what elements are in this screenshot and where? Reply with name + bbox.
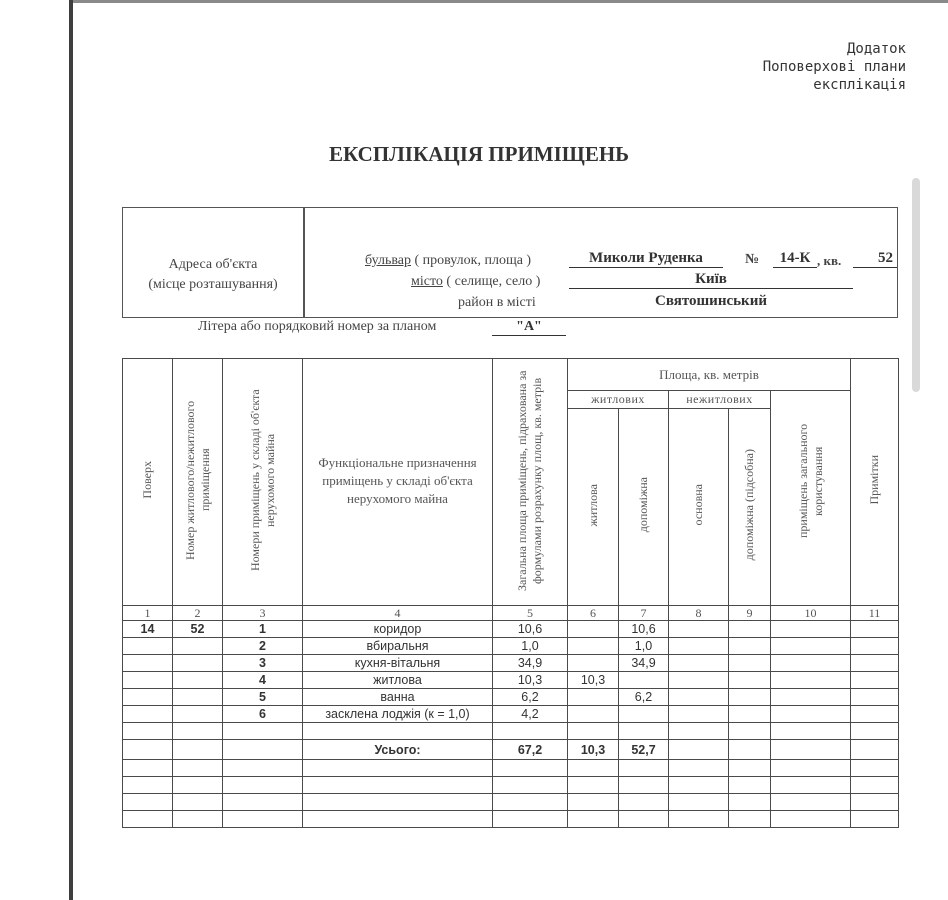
cell-unit bbox=[173, 706, 223, 723]
address-label-line-1: Адреса об'єкта bbox=[168, 257, 258, 272]
cell-living bbox=[568, 638, 619, 655]
cell-floor bbox=[123, 655, 173, 672]
cell-empty bbox=[223, 723, 303, 740]
cell-common bbox=[771, 638, 851, 655]
settlement-type-selected: місто bbox=[411, 274, 443, 289]
cell-auxiliary: 10,6 bbox=[619, 621, 669, 638]
cell-room: 4 bbox=[223, 672, 303, 689]
cell-empty bbox=[851, 794, 899, 811]
address-label bbox=[123, 255, 303, 295]
cell-empty bbox=[303, 811, 493, 828]
table-row bbox=[123, 638, 899, 655]
cell-empty bbox=[223, 760, 303, 777]
street-type-label bbox=[365, 253, 531, 269]
building-number-field: 14-К bbox=[773, 250, 817, 268]
header-area-group: Площа, кв. метрів bbox=[568, 359, 851, 391]
district-label: район в місті bbox=[458, 295, 536, 310]
cell-empty bbox=[123, 794, 173, 811]
table-row-empty bbox=[123, 723, 899, 740]
cell-aux-service bbox=[729, 655, 771, 672]
header-common-use: приміщень загального користування bbox=[771, 391, 851, 606]
cell-common bbox=[771, 689, 851, 706]
total-label: Усього: bbox=[303, 740, 493, 760]
table-row bbox=[123, 689, 899, 706]
cell-empty bbox=[173, 740, 223, 760]
cell-unit bbox=[173, 672, 223, 689]
cell-empty bbox=[223, 740, 303, 760]
cell-empty bbox=[123, 723, 173, 740]
cell-empty bbox=[669, 740, 729, 760]
cell-main bbox=[669, 655, 729, 672]
address-divider bbox=[303, 208, 305, 317]
table-row-empty bbox=[123, 760, 899, 777]
cell-room: 3 bbox=[223, 655, 303, 672]
district-field: Святошинський bbox=[655, 293, 767, 309]
cell-floor bbox=[123, 638, 173, 655]
col-num: 7 bbox=[619, 606, 669, 621]
table-row-empty bbox=[123, 811, 899, 828]
cell-empty bbox=[669, 777, 729, 794]
col-num: 1 bbox=[123, 606, 173, 621]
cell-notes bbox=[851, 689, 899, 706]
cell-function: засклена лоджія (к = 1,0) bbox=[303, 706, 493, 723]
column-number-row bbox=[123, 606, 899, 621]
cell-empty bbox=[568, 811, 619, 828]
table-row bbox=[123, 621, 899, 638]
cell-empty bbox=[123, 740, 173, 760]
header-notes: Примітки bbox=[851, 359, 899, 606]
cell-main bbox=[669, 689, 729, 706]
address-box bbox=[122, 207, 898, 318]
cell-empty bbox=[619, 777, 669, 794]
appendix-note bbox=[763, 40, 906, 94]
col-num: 11 bbox=[851, 606, 899, 621]
cell-auxiliary: 6,2 bbox=[619, 689, 669, 706]
total-row bbox=[123, 740, 899, 760]
cell-empty bbox=[173, 760, 223, 777]
cell-floor bbox=[123, 672, 173, 689]
cell-empty bbox=[223, 811, 303, 828]
cell-empty bbox=[729, 811, 771, 828]
cell-main bbox=[669, 672, 729, 689]
col-num: 9 bbox=[729, 606, 771, 621]
litera-label: Літера або порядковий номер за планом bbox=[198, 319, 437, 334]
page-top-edge bbox=[70, 0, 948, 3]
cell-room: 6 bbox=[223, 706, 303, 723]
cell-unit bbox=[173, 655, 223, 672]
appendix-line-3: експлікація bbox=[813, 77, 906, 93]
cell-total: 10,3 bbox=[493, 672, 568, 689]
cell-empty bbox=[729, 723, 771, 740]
cell-total: 10,6 bbox=[493, 621, 568, 638]
header-room-numbers: Номери приміщень у складі об'єкта нерухомого майна bbox=[223, 359, 303, 606]
cell-empty bbox=[771, 723, 851, 740]
header-total-area: Загальна площа приміщень, підрахована за формулами розрахунку площ, кв. метрів bbox=[493, 359, 568, 606]
total-auxiliary-sum: 52,7 bbox=[619, 740, 669, 760]
cell-empty bbox=[729, 794, 771, 811]
cell-room: 1 bbox=[223, 621, 303, 638]
cell-room: 2 bbox=[223, 638, 303, 655]
cell-empty bbox=[851, 760, 899, 777]
apartment-number-field: 52 bbox=[853, 250, 897, 268]
header-living: житлова bbox=[568, 409, 619, 606]
street-name-field: Миколи Руденка bbox=[569, 250, 723, 268]
cell-empty bbox=[619, 794, 669, 811]
cell-common bbox=[771, 672, 851, 689]
cell-empty bbox=[123, 777, 173, 794]
cell-main bbox=[669, 638, 729, 655]
header-floor: Поверх bbox=[123, 359, 173, 606]
header-function: Функціональне призначення приміщень у складі об'єкта нерухомого майна bbox=[303, 359, 493, 606]
cell-floor bbox=[123, 689, 173, 706]
cell-empty bbox=[771, 777, 851, 794]
cell-empty bbox=[771, 794, 851, 811]
cell-empty bbox=[771, 740, 851, 760]
cell-function: коридор bbox=[303, 621, 493, 638]
page-left-edge bbox=[69, 0, 73, 900]
cell-main bbox=[669, 621, 729, 638]
cell-common bbox=[771, 706, 851, 723]
cell-empty bbox=[729, 740, 771, 760]
document-title: ЕКСПЛІКАЦІЯ ПРИМІЩЕНЬ bbox=[328, 142, 630, 166]
cell-empty bbox=[729, 760, 771, 777]
street-type-rest: ( провулок, площа ) bbox=[411, 253, 532, 268]
cell-notes bbox=[851, 706, 899, 723]
cell-empty bbox=[173, 811, 223, 828]
cell-living bbox=[568, 689, 619, 706]
cell-empty bbox=[493, 777, 568, 794]
cell-empty bbox=[173, 723, 223, 740]
col-num: 10 bbox=[771, 606, 851, 621]
cell-empty bbox=[729, 777, 771, 794]
number-sign: № bbox=[745, 252, 760, 267]
cell-empty bbox=[493, 794, 568, 811]
cell-empty bbox=[619, 760, 669, 777]
street-type-selected: бульвар bbox=[365, 253, 411, 268]
cell-empty bbox=[771, 811, 851, 828]
table-row-empty bbox=[123, 777, 899, 794]
cell-total: 34,9 bbox=[493, 655, 568, 672]
col-num: 8 bbox=[669, 606, 729, 621]
table-row-empty bbox=[123, 794, 899, 811]
cell-empty bbox=[493, 760, 568, 777]
col-num: 6 bbox=[568, 606, 619, 621]
cell-empty bbox=[619, 723, 669, 740]
cell-auxiliary bbox=[619, 706, 669, 723]
cell-notes bbox=[851, 638, 899, 655]
cell-empty bbox=[851, 740, 899, 760]
header-nonresidential-group: нежитлових bbox=[669, 391, 771, 409]
cell-unit bbox=[173, 689, 223, 706]
cell-auxiliary: 1,0 bbox=[619, 638, 669, 655]
cell-empty bbox=[771, 760, 851, 777]
cell-empty bbox=[568, 760, 619, 777]
cell-auxiliary bbox=[619, 672, 669, 689]
cell-empty bbox=[303, 723, 493, 740]
table-row bbox=[123, 706, 899, 723]
cell-living bbox=[568, 655, 619, 672]
header-auxiliary-service: допоміжна (підсобна) bbox=[729, 409, 771, 606]
cell-auxiliary: 34,9 bbox=[619, 655, 669, 672]
cell-empty bbox=[568, 794, 619, 811]
header-main: основна bbox=[669, 409, 729, 606]
cell-empty bbox=[669, 794, 729, 811]
cell-floor: 14 bbox=[123, 621, 173, 638]
table-row bbox=[123, 655, 899, 672]
explication-table bbox=[122, 358, 899, 828]
col-num: 3 bbox=[223, 606, 303, 621]
cell-living bbox=[568, 621, 619, 638]
col-num: 2 bbox=[173, 606, 223, 621]
cell-main bbox=[669, 706, 729, 723]
col-num: 5 bbox=[493, 606, 568, 621]
cell-function: кухня-вітальня bbox=[303, 655, 493, 672]
cell-living bbox=[568, 706, 619, 723]
vertical-scrollbar[interactable] bbox=[912, 178, 926, 392]
cell-unit: 52 bbox=[173, 621, 223, 638]
cell-empty bbox=[123, 760, 173, 777]
total-living-sum: 10,3 bbox=[568, 740, 619, 760]
table-row bbox=[123, 672, 899, 689]
cell-empty bbox=[493, 723, 568, 740]
cell-unit bbox=[173, 638, 223, 655]
cell-empty bbox=[303, 794, 493, 811]
cell-function: вбиральня bbox=[303, 638, 493, 655]
cell-empty bbox=[123, 811, 173, 828]
cell-aux-service bbox=[729, 638, 771, 655]
cell-common bbox=[771, 655, 851, 672]
apartment-label: , кв. bbox=[817, 253, 842, 268]
settlement-type-rest: ( селище, село ) bbox=[442, 274, 541, 289]
cell-living: 10,3 bbox=[568, 672, 619, 689]
cell-empty bbox=[493, 811, 568, 828]
cell-empty bbox=[669, 811, 729, 828]
cell-empty bbox=[851, 723, 899, 740]
appendix-line-2: Поповерхові плани bbox=[762, 59, 906, 75]
cell-function: житлова bbox=[303, 672, 493, 689]
litera-value: "А" bbox=[492, 319, 566, 336]
cell-empty bbox=[851, 777, 899, 794]
col-num: 4 bbox=[303, 606, 493, 621]
address-label-line-2: (місце розташування) bbox=[148, 277, 278, 292]
cell-room: 5 bbox=[223, 689, 303, 706]
cell-empty bbox=[669, 760, 729, 777]
cell-empty bbox=[173, 794, 223, 811]
total-area-sum: 67,2 bbox=[493, 740, 568, 760]
cell-notes bbox=[851, 655, 899, 672]
cell-empty bbox=[223, 794, 303, 811]
cell-aux-service bbox=[729, 672, 771, 689]
header-residential-group: житлових bbox=[568, 391, 669, 409]
cell-total: 6,2 bbox=[493, 689, 568, 706]
cell-empty bbox=[619, 811, 669, 828]
cell-empty bbox=[568, 723, 619, 740]
cell-floor bbox=[123, 706, 173, 723]
header-auxiliary: допоміжна bbox=[619, 409, 669, 606]
header-unit-number: Номер житлового/нежитлового приміщення bbox=[173, 359, 223, 606]
cell-empty bbox=[568, 777, 619, 794]
scrollbar-thumb[interactable] bbox=[912, 178, 920, 392]
cell-empty bbox=[851, 811, 899, 828]
city-field: Київ bbox=[569, 271, 853, 289]
cell-total: 1,0 bbox=[493, 638, 568, 655]
cell-function: ванна bbox=[303, 689, 493, 706]
cell-aux-service bbox=[729, 706, 771, 723]
cell-empty bbox=[669, 723, 729, 740]
cell-empty bbox=[173, 777, 223, 794]
cell-total: 4,2 bbox=[493, 706, 568, 723]
cell-empty bbox=[303, 777, 493, 794]
cell-common bbox=[771, 621, 851, 638]
cell-empty bbox=[303, 760, 493, 777]
cell-empty bbox=[223, 777, 303, 794]
cell-notes bbox=[851, 672, 899, 689]
appendix-line-1: Додаток bbox=[846, 41, 906, 57]
cell-aux-service bbox=[729, 689, 771, 706]
cell-notes bbox=[851, 621, 899, 638]
settlement-type-label bbox=[411, 274, 540, 290]
cell-aux-service bbox=[729, 621, 771, 638]
